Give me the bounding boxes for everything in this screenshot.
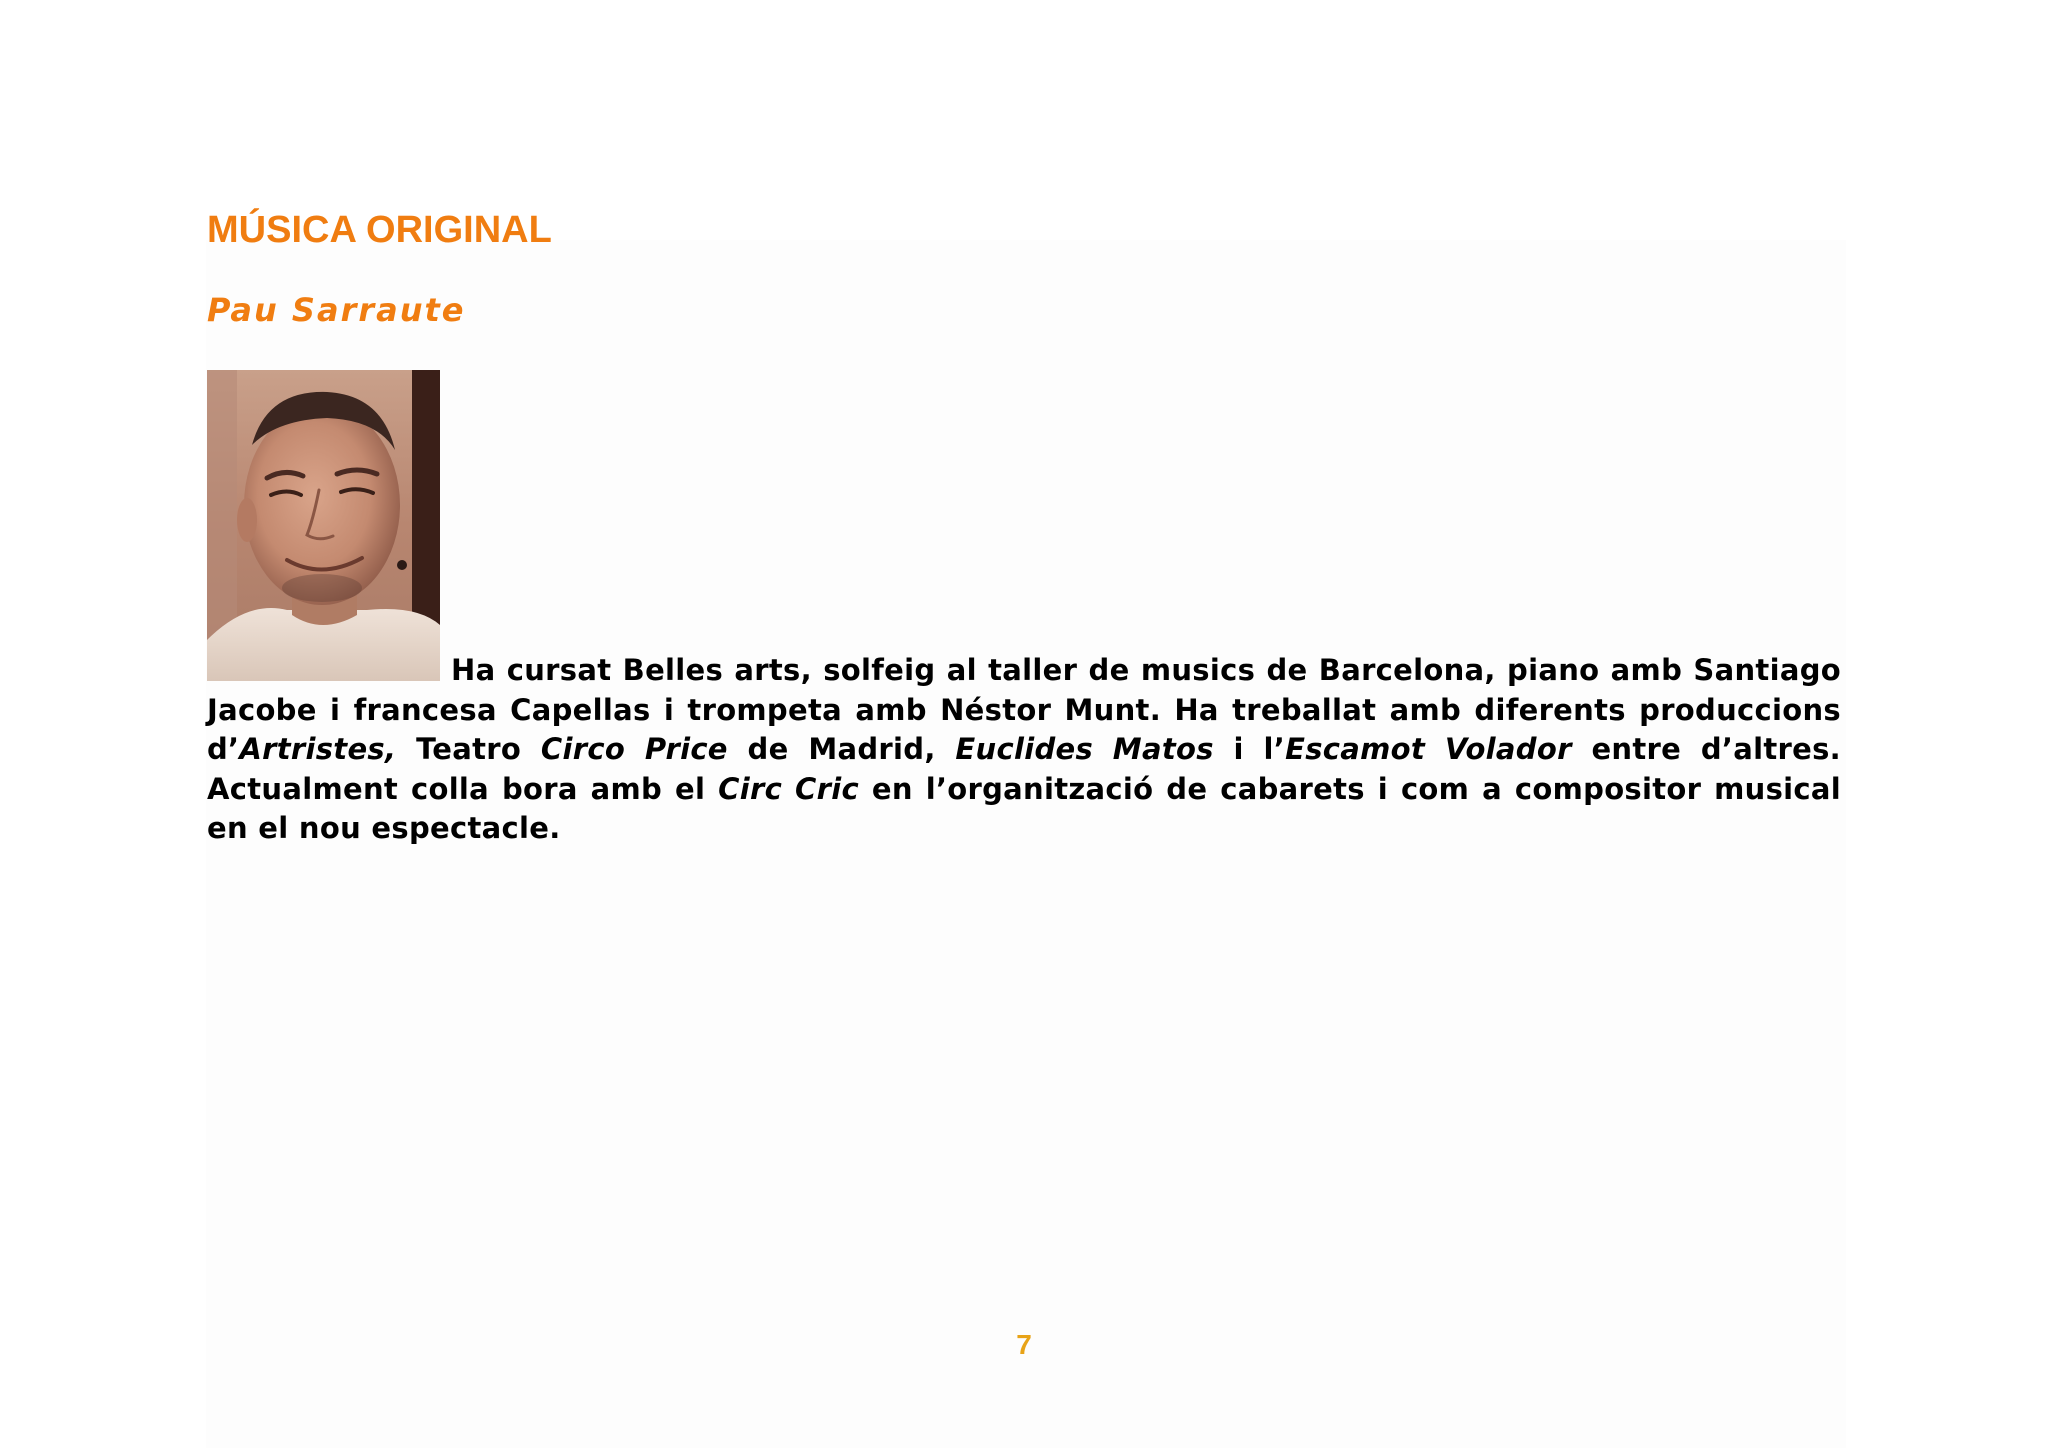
bio-text-3: de Madrid, — [727, 732, 956, 766]
bio-emphasis-circo-price: Circo Price — [540, 732, 728, 766]
bio-text-1: Ha cursat Belles arts, solfeig al taller de musics de Barcelona, piano amb Santiago Jacobe i francesa Capellas i trompeta amb Néstor Munt. Ha treballat amb diferents produccions d’ — [207, 653, 1841, 766]
portrait-photo-image — [207, 370, 440, 681]
page-number: 7 — [1016, 1329, 1032, 1360]
portrait-photo — [207, 370, 440, 681]
bio-text-5: entre d’altres. Actualment colla bora amb el — [207, 732, 1841, 806]
bio-emphasis-circ-cric: Circ Cric — [718, 771, 859, 806]
bio-text-4: i l’ — [1213, 732, 1286, 766]
bio-text-2: Teatro — [396, 732, 541, 766]
bio-emphasis-euclides-matos: Euclides Matos — [955, 732, 1214, 766]
section-title: MÚSICA ORIGINAL — [207, 209, 552, 251]
bio-emphasis-artristes: Artristes, — [239, 732, 397, 766]
bio-text-6: en l’organització de cabarets i com a compositor musical en el nou espectacle. — [207, 771, 1841, 845]
bio-emphasis-escamot-volador: Escamot Volador — [1285, 732, 1572, 766]
bio-paragraph — [207, 651, 1841, 849]
person-name: Pau Sarraute — [207, 291, 466, 329]
